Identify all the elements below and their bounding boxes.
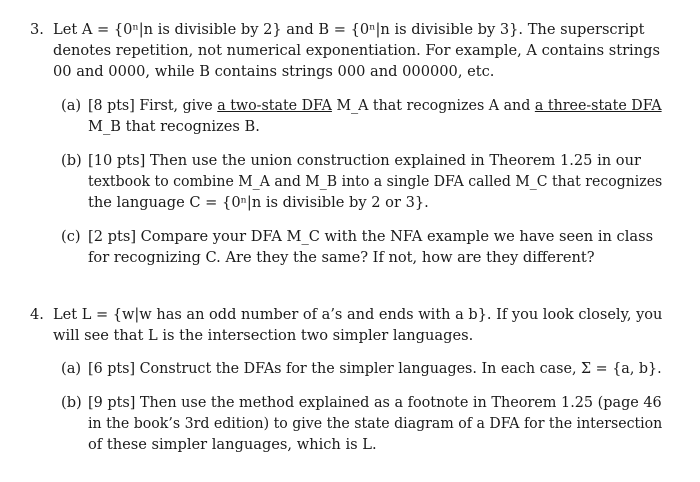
problem-3a-underline-three-state: a three-state DFA	[534, 97, 662, 114]
problem-4b-line-2: in the book’s 3rd edition) to give the state diagram of a DFA for the intersection	[88, 415, 663, 432]
problem-3c-line-2: for recognizing C. Are they the same? If not, how are they different?	[88, 249, 595, 266]
problem-4b-line-1: [9 pts] Then use the method explained as a footnote in Theorem 1.25 (page 46	[88, 394, 662, 411]
problem-3b-line-1: [10 pts] Then use the union construction explained in Theorem 1.25 in our	[88, 152, 641, 169]
problem-3b-line-2: textbook to combine M_A and M_B into a single DFA called M_C that recognizes	[88, 173, 663, 190]
problem-4-intro-line-1: Let L = {w|w has an odd number of a’s and ends with a b}. If you look closely, you	[53, 306, 663, 323]
problem-4-intro-line-2: will see that L is the intersection two simpler languages.	[53, 327, 474, 344]
problem-3a-text-before: First, give	[139, 97, 213, 114]
problem-3b-label: (b)	[61, 152, 82, 169]
problem-3a-underline-two-state: a two-state DFA	[217, 97, 332, 114]
problem-3a-line-2: M_B that recognizes B.	[88, 118, 260, 135]
problem-3a-label: (a)	[61, 97, 82, 114]
problem-3a-pts: [8 pts]	[88, 97, 135, 114]
problem-3-number: 3.	[30, 21, 44, 38]
problem-4b-line-3: of these simpler languages, which is L.	[88, 436, 377, 453]
problem-3-intro-line-2: denotes repetition, not numerical exponentiation. For example, A contains strings	[53, 42, 660, 59]
problem-4a-line-1: [6 pts] Construct the DFAs for the simpler languages. In each case, Σ = {a, b}.	[88, 360, 662, 377]
problem-3a-mid: M_A that recognizes A and	[336, 97, 531, 114]
problem-3b-line-3: the language C = {0ⁿ|n is divisible by 2 or 3}.	[88, 194, 429, 211]
problem-3-intro-line-1: Let A = {0ⁿ|n is divisible by 2} and B = {0ⁿ|n is divisible by 3}. The superscript	[53, 21, 645, 38]
problem-4b-label: (b)	[61, 394, 82, 411]
problem-4-number: 4.	[30, 306, 44, 323]
problem-3c-label: (c)	[61, 228, 81, 245]
problem-3c-line-1: [2 pts] Compare your DFA M_C with the NFA example we have seen in class	[88, 228, 654, 245]
problem-3-intro-line-3: 00 and 0000, while B contains strings 000 and 000000, etc.	[53, 63, 495, 80]
problem-3a-line-1	[88, 96, 662, 116]
problem-4a-label: (a)	[61, 360, 82, 377]
